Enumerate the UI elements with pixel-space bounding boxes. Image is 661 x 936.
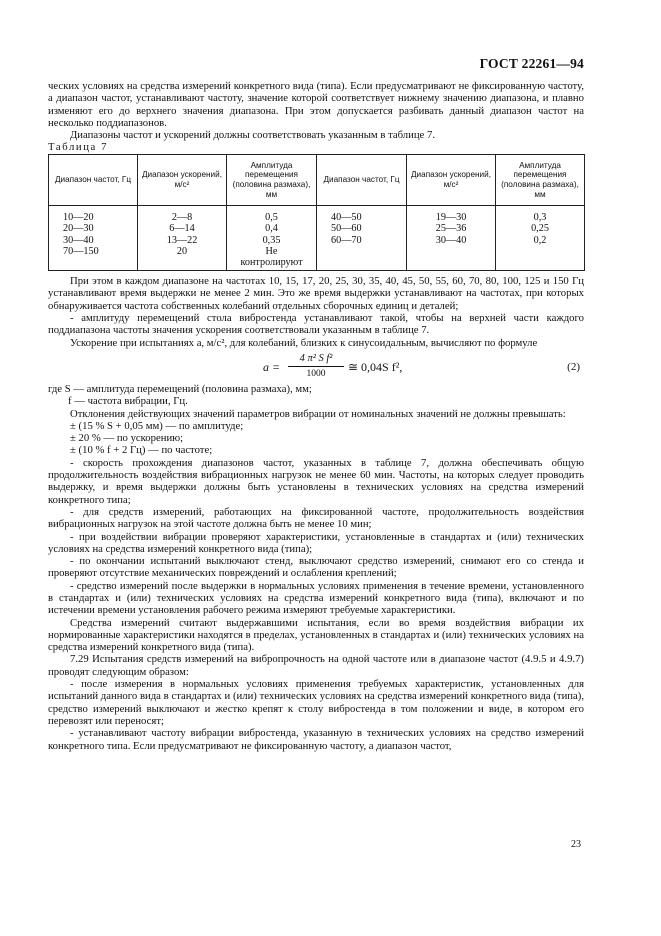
formula-number: (2) [567, 360, 580, 373]
cell-value: 50—60 [331, 223, 362, 235]
page-content [48, 80, 584, 752]
table-header-row [49, 154, 585, 205]
cell-value: 20 [176, 245, 188, 257]
paragraph-7-29: 7.29 Испытания средств измерений на вибропрочность на одной частоте или в диапазоне частот (4.9.5 и 4.9.7) проводят следующим образом: [48, 653, 584, 678]
paragraph-dwell-time: При этом в каждом диапазоне на частотах 10, 15, 17, 20, 25, 30, 35, 40, 45, 50, 55, 60, 70, 80, 100, 125 и 150 Гц устанавливают время выдержки не менее 2 мин. Это же время выдержки устанавливают на частотах, при которых обнаруживается частота собственных колебаний отдельных сборочных единиц и деталей; [48, 275, 584, 312]
where-frequency: f — частота вибрации, Гц. [68, 395, 188, 408]
table-cell-accel-2 [407, 206, 496, 271]
cell-value: 10—20 [63, 212, 94, 224]
cell-value: 30—40 [435, 234, 467, 246]
header-freq-range-2: Диапазон частот, Гц [317, 154, 407, 205]
table-row [49, 206, 585, 271]
cell-value: 19—30 [435, 212, 467, 224]
cell-value: 0,3 [533, 212, 547, 224]
cell-value: Не [265, 245, 278, 257]
table-caption: Таблица 7 [48, 141, 109, 154]
paragraph-pass-criteria: Средства измерений считают выдержавшими испытания, если во время воздействия вибрации их нормированные характеристики находятся в пределах, установленных в стандартах и (или) технических условиях на средства измерений конкретного вида (типа). [48, 616, 584, 654]
paragraph-amplitude-setting: - амплитуду перемещений стола вибростенда устанавливают такой, чтобы на верхней части каждого поддиапазона частоты значения ускорения соответствовали указанным в таблице 7. [48, 312, 584, 337]
paragraph-after-rest: - средство измерений после выдержки в нормальных условиях применения в течение времени, установленного в стандартах и (или) технических условиях на средства измерений конкретного вида (типа), включают и по истечении времени установления рабочего режима измеряют требуемые характеристики. [48, 579, 584, 617]
paragraph-check-characteristics: - при воздействии вибрации проверяют характеристики, установленные в стандартах и (или) технических условиях на средства измерений конкретного вида (типа); [48, 530, 584, 555]
paragraph-deviations: Отклонения действующих значений параметров вибрации от номинальных значений не должны превышать: [70, 407, 566, 420]
page-number: 23 [571, 839, 581, 850]
table-cell-amplitude-2 [496, 206, 585, 271]
tolerance-acceleration: ± 20 % — по ускорению; [70, 432, 184, 445]
paragraph-fixed-frequency: - для средств измерений, работающих на фиксированной частоте, продолжительность воздействия вибрационных нагрузок на этой частоте должна быть не менее 10 мин; [48, 505, 584, 531]
where-amplitude: где S — амплитуда перемещений (половина размаха), мм; [48, 382, 312, 395]
formula-lhs: a = [263, 359, 281, 374]
cell-value: 25—36 [435, 223, 467, 235]
cell-value: 40—50 [331, 212, 362, 224]
table-7 [48, 154, 585, 271]
table-cell-accel [138, 206, 227, 271]
cell-value: 0,5 [265, 212, 278, 224]
header-amplitude: Амплитуда перемещения (половина размаха), мм [227, 154, 317, 205]
cell-value: 70—150 [63, 245, 99, 257]
paragraph-ranges-intro: Диапазоны частот и ускорений должны соответствовать указанным в таблице 7. [70, 129, 435, 142]
cell-value: 30—40 [63, 234, 94, 246]
cell-value: 0,25 [531, 223, 549, 235]
header-freq-range: Диапазон частот, Гц [49, 154, 138, 205]
tolerance-frequency: ± (10 % f + 2 Гц) — по частоте; [70, 444, 213, 457]
table-cell-freq [49, 206, 138, 271]
cell-value: 0,4 [265, 223, 278, 235]
standard-header: ГОСТ 22261—94 [479, 56, 584, 71]
paragraph-sweep-rate: - скорость прохождения диапазонов частот, указанных в таблице 7, должна обеспечивать общую продолжительность воздействия вибрационных нагрузок не менее 60 мин. Частоты, на которых следует проводить выдержку, и время выдержки должны быть установлены в технических условиях на средства измерений конкретного типа; [48, 456, 584, 506]
cell-value: контролируют [240, 256, 303, 268]
paragraph-continuation: ческих условиях на средства измерений конкретного вида (типа). Если предусматривают не фиксированную частоту, а диапазон частот, устанавливают частоту, значение которой соответствует нижнему значению диапазона, и плавно изменяют его до верхнего значения диапазона. При этом допускается разбивать данный диапазон частот на несколько поддиапазонов. [48, 80, 584, 129]
formula-rhs: ≅ 0,04S f², [348, 359, 403, 374]
cell-value: 60—70 [331, 234, 362, 246]
formula-denominator: 1000 [306, 369, 326, 380]
formula-fraction [288, 353, 344, 381]
formula-2 [48, 353, 584, 381]
table-cell-freq-2 [317, 206, 407, 271]
header-accel-range: Диапазон ускорений, м/с² [138, 154, 227, 205]
header-amplitude-2: Амплитуда перемещения (половина размаха), мм [496, 154, 585, 205]
header-accel-range-2: Диапазон ускорений, м/с² [407, 154, 496, 205]
cell-value: 20—30 [63, 223, 94, 235]
tolerance-amplitude: ± (15 % S + 0,05 мм) — по амплитуде; [70, 419, 244, 432]
formula-numerator: 4 π² S f² [288, 353, 344, 367]
paragraph-set-frequency: - устанавливают частоту вибрации вибростенда, указанную в технических условиях на средство измерений конкретного типа. Если предусматривают не фиксированную частоту, а диапазон частот, [48, 727, 584, 752]
cell-value: 0,35 [262, 234, 281, 246]
paragraph-mounting: - после измерения в нормальных условиях применения требуемых характеристик, установленных для испытаний данного вида в стандартах и (или) технических условиях на средства измерений конкретного вида (типа), средство измерений выключают и жестко крепят к столу вибростенда в том положении и виде, в котором его перевозят или переносят; [48, 678, 584, 727]
cell-value: 13—22 [166, 234, 198, 246]
cell-value: 0,2 [533, 234, 547, 246]
paragraph-acceleration-formula-intro: Ускорение при испытаниях a, м/с², для колебаний, близких к синусоидальным, вычисляют по формуле [70, 336, 538, 349]
cell-value: 6—14 [169, 223, 195, 235]
cell-value: 2—8 [171, 212, 193, 224]
table-cell-amplitude [227, 206, 317, 271]
paragraph-after-test: - по окончании испытаний выключают стенд, выключают средство измерений, снимают его со стенда и проверяют отсутствие механических повреждений и ослабления креплений; [48, 555, 584, 580]
